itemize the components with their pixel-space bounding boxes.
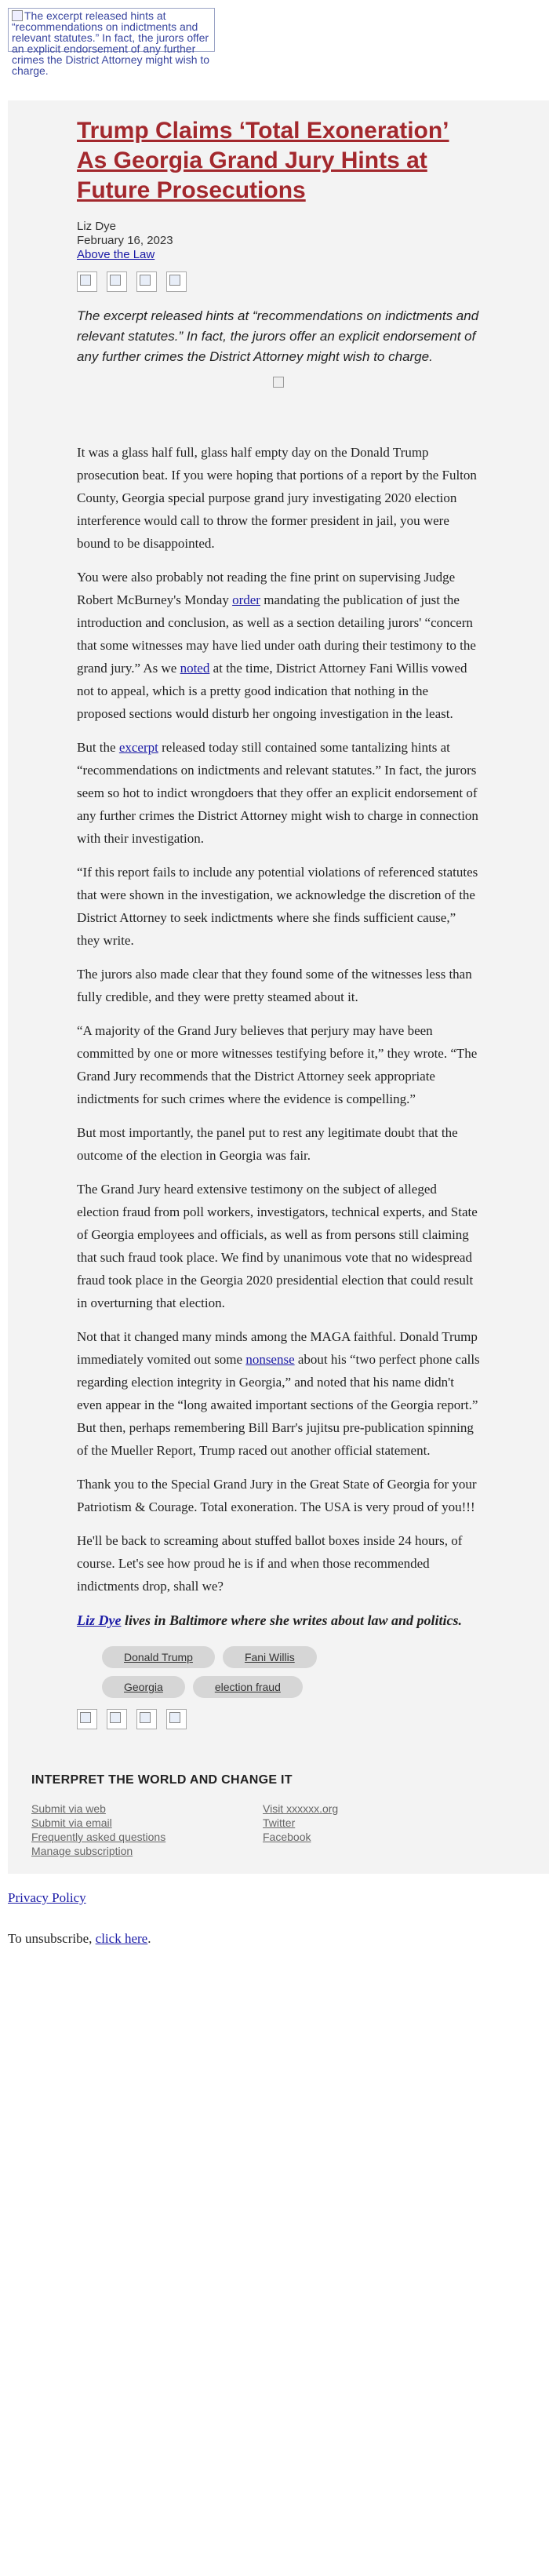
submit-web-link[interactable]: Submit via web — [31, 1802, 106, 1815]
text: Not that it changed many minds among the MAGA faithful. Donald Trump immediately vomited out some — [77, 1329, 478, 1367]
newsletter-footer — [8, 1756, 549, 1858]
publish-date: February 16, 2023 — [77, 234, 173, 247]
tag-georgia[interactable]: Georgia — [102, 1676, 185, 1698]
manage-subscription-link[interactable]: Manage subscription — [31, 1845, 133, 1857]
article-panel — [8, 100, 549, 1874]
nonsense-link[interactable]: nonsense — [245, 1352, 295, 1367]
paragraph: He'll be back to screaming about stuffed ballot boxes inside 24 hours, of course. Let's see how proud he is if and when those recommended indictments drop, shall we? — [77, 1533, 463, 1594]
author: Liz Dye — [77, 220, 117, 233]
text: But the — [77, 740, 119, 755]
tag-fani-willis[interactable]: Fani Willis — [223, 1646, 317, 1668]
article-title — [77, 100, 480, 206]
submit-email-link[interactable]: Submit via email — [31, 1816, 112, 1829]
privacy-policy-link[interactable]: Privacy Policy — [8, 1890, 86, 1905]
paragraph: But most importantly, the panel put to rest any legitimate doubt that the outcome of the election in Georgia was fair. — [77, 1125, 458, 1163]
header-image[interactable] — [8, 8, 215, 77]
share-buttons-bottom — [77, 1709, 549, 1729]
paragraph: The jurors also made clear that they found some of the witnesses less than fully credible, and they were pretty steamed about it. — [77, 967, 472, 1004]
footer-heading: INTERPRET THE WORLD AND CHANGE IT — [31, 1773, 293, 1787]
excerpt-link[interactable]: excerpt — [118, 740, 158, 755]
twitter-link[interactable]: Twitter — [263, 1816, 296, 1829]
share-icon-3[interactable] — [136, 271, 157, 292]
text: about his “two perfect phone calls regarding election integrity in Georgia,” and noted that his name didn't even appear in the “long awaited important sections of the Georgia report.” But then, perhaps remembering Bill Barr's jujitsu pre-publication spinning of the Mueller Report, Trump raced out another official statement. — [77, 1352, 480, 1458]
legal-footer — [0, 1874, 549, 1947]
article — [8, 100, 549, 1630]
footer-col-right — [263, 1802, 494, 1858]
paragraph: The Grand Jury heard extensive testimony on the subject of alleged election fraud from poll workers, investigators, technical experts, and State of Georgia employees and officials, as well as from persons still claiming that such fraud took place. We find by unanimous vote that no widespread fraud took place in the Georgia 2020 presidential election that could result in overturning that election. — [77, 1182, 478, 1310]
text: mandating the publication of just the introduction and conclusion, as well as a section detailing jurors' “concern that some witnesses may have lied under oath during their testimony to the grand jury.” As we — [77, 592, 476, 676]
paragraph: Thank you to the Special Grand Jury in the Great State of Georgia for your Patriotism & Courage. Total exoneration. The USA is very proud of you!!! — [77, 1477, 477, 1514]
paragraph — [77, 566, 480, 725]
order-link[interactable]: order — [232, 592, 260, 607]
header-image-area — [0, 0, 549, 100]
text: released today still contained some tantalizing hints at “recommendations on indictments and relevant statutes.” In fact, the jurors seem so hot to indict wrongdoers that they offer an explicit endorsement of any further crimes the District Attorney might wish to charge in connection with their investigation. — [77, 740, 478, 846]
footer-links — [31, 1802, 525, 1858]
author-bio-text: lives in Baltimore where she writes about law and politics. — [121, 1612, 463, 1628]
broken-image-icon — [273, 377, 284, 388]
text: You were also probably not reading the fine print on supervising Judge Robert McBurney's Monday — [77, 570, 456, 607]
visit-site-link[interactable]: Visit xxxxxx.org — [263, 1802, 339, 1815]
tag-election-fraud[interactable]: election fraud — [193, 1676, 303, 1698]
broken-image-icon — [12, 10, 23, 21]
paragraph — [77, 1325, 480, 1462]
share-buttons-top — [77, 271, 480, 292]
share-icon-3[interactable] — [136, 1709, 157, 1729]
article-meta — [77, 220, 480, 262]
unsubscribe-text: To unsubscribe, — [8, 1931, 96, 1946]
share-icon-4[interactable] — [166, 1709, 187, 1729]
share-icon-2[interactable] — [107, 271, 127, 292]
author-bio — [77, 1610, 480, 1630]
share-icon-2[interactable] — [107, 1709, 127, 1729]
article-title-link[interactable]: Trump Claims ‘Total Exoneration’ As Georgia Grand Jury Hints at Future Prosecutions — [77, 118, 449, 203]
header-image-alt: The excerpt released hints at “recommendations on indictments and relevant statutes.” In fact, the jurors offer an explicit endorsement of any further crimes the District Attorney might wish to charge. — [12, 9, 210, 77]
author-bio-link[interactable]: Liz Dye — [77, 1612, 122, 1628]
paragraph: It was a glass half full, glass half empty day on the Donald Trump prosecution beat. If you were hoping that portions of a report by the Fulton County, Georgia special purpose grand jury investigating 2020 election interference would call to throw the former president in jail, you were bound to be disappointed. — [77, 445, 477, 551]
unsubscribe-end: . — [147, 1931, 151, 1946]
paragraph: “A majority of the Grand Jury believes that perjury may have been committed by one or more witnesses testifying before it,” they wrote. “The Grand Jury recommends that the District Attorney seek appropriate indictments for such crimes where the evidence is compelling.” — [77, 1023, 478, 1106]
footer-col-left — [31, 1802, 263, 1858]
noted-link[interactable]: noted — [180, 661, 210, 676]
tag-donald-trump[interactable]: Donald Trump — [102, 1646, 215, 1668]
text: at the time, District Attorney Fani Willis vowed not to appeal, which is a pretty good indication that nothing in the proposed sections would disturb her ongoing investigation in the least. — [77, 661, 467, 721]
article-dek: The excerpt released hints at “recommendations on indictments and relevant statutes.” In fact, the jurors offer an explicit endorsement of any further crimes the District Attorney might wish to charge. — [77, 308, 479, 364]
share-icon-4[interactable] — [166, 271, 187, 292]
article-body — [77, 441, 480, 1598]
hero-image — [273, 377, 284, 395]
tag-list — [77, 1646, 361, 1698]
paragraph: “If this report fails to include any potential violations of referenced statutes that were shown in the investigation, we acknowledge the discretion of the District Attorney to seek indictments where she finds sufficient cause,” they write. — [77, 865, 478, 948]
faq-link[interactable]: Frequently asked questions — [31, 1831, 166, 1843]
share-icon-1[interactable] — [77, 271, 97, 292]
unsubscribe-link[interactable]: click here — [95, 1931, 148, 1946]
paragraph — [77, 736, 480, 850]
share-icon-1[interactable] — [77, 1709, 97, 1729]
facebook-link[interactable]: Facebook — [263, 1831, 311, 1843]
section-link[interactable]: Above the Law — [77, 248, 155, 261]
